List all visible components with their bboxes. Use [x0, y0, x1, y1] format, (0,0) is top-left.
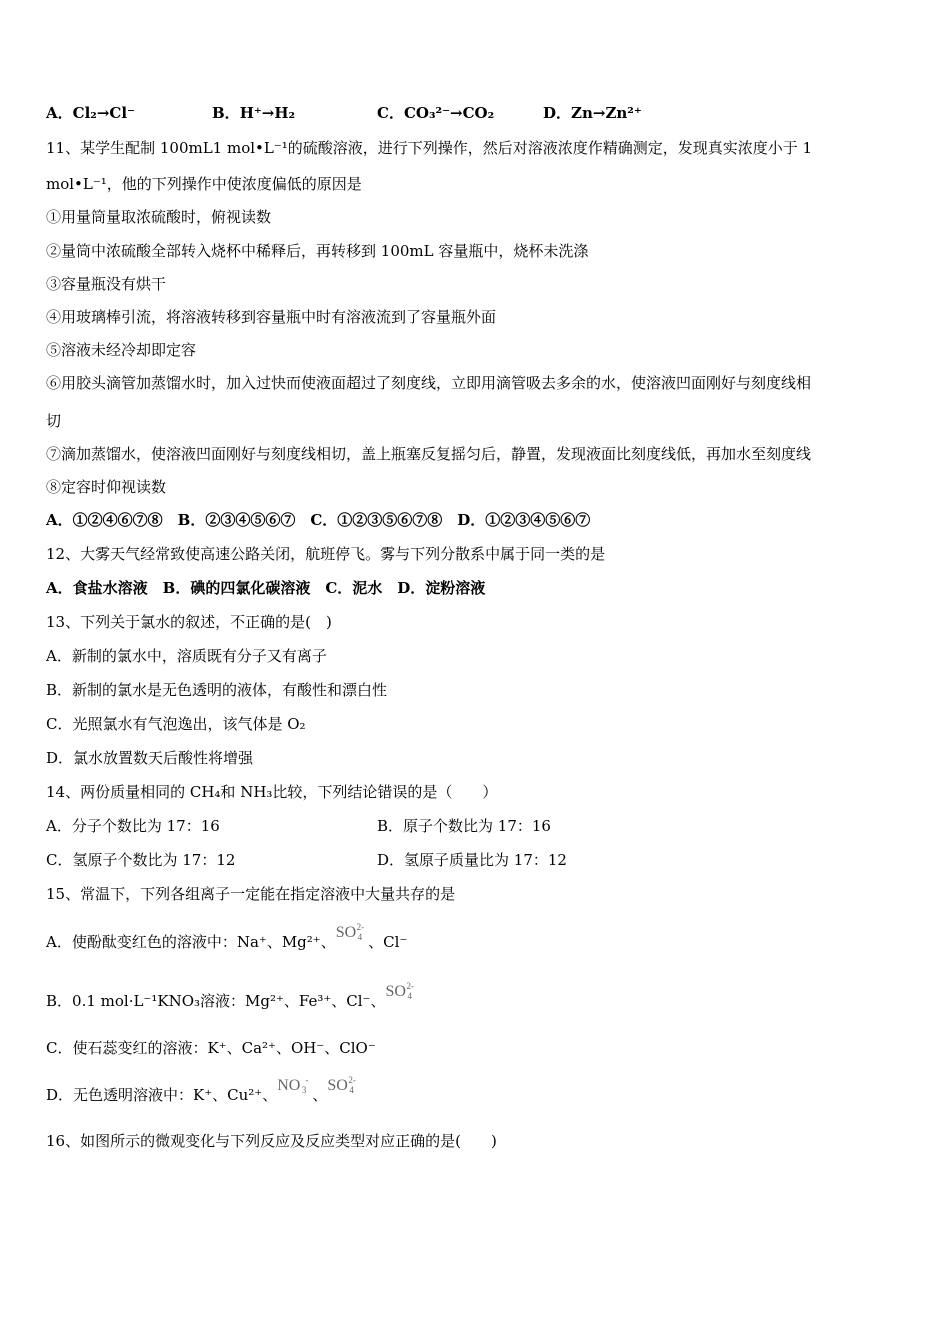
- q11-stem-line2: mol•L⁻¹，他的下列操作中使浓度偏低的原因是: [46, 175, 362, 193]
- q11-item-2: ②量筒中浓硫酸全部转入烧杯中稀释后，再转移到 100mL 容量瓶中，烧杯未洗涤: [46, 242, 589, 260]
- q11-item-7: ⑦滴加蒸馏水，使溶液凹面刚好与刻度线相切，盖上瓶塞反复摇匀后，静置，发现液面比刻度线低，再加水至刻度线: [46, 445, 812, 463]
- q10-option-a[interactable]: A．Cl₂→Cl⁻: [46, 104, 135, 122]
- q14-option-c[interactable]: C．氢原子个数比为 17：12: [46, 851, 236, 869]
- q13-option-b[interactable]: B．新制的氯水是无色透明的液体，有酸性和漂白性: [46, 681, 388, 699]
- q15-stem: 15、常温下，下列各组离子一定能在指定溶液中大量共存的是: [46, 885, 456, 903]
- q15-option-c[interactable]: C．使石蕊变红的溶液：K⁺、Ca²⁺、OH⁻、ClO⁻: [46, 1039, 376, 1057]
- q14-stem: 14、两份质量相同的 CH₄和 NH₃比较，下列结论错误的是（ ）: [46, 783, 498, 801]
- sulfate-ion: SO 2- 4: [327, 1075, 356, 1095]
- q10-option-b[interactable]: B．H⁺→H₂: [212, 104, 296, 122]
- q13-stem: 13、下列关于氯水的叙述，不正确的是( ): [46, 613, 332, 631]
- q10-option-d[interactable]: D．Zn→Zn²⁺: [543, 104, 642, 122]
- sulfate-ion: SO 2- 4: [385, 981, 414, 1001]
- q11-item-6-cont: 切: [46, 412, 62, 430]
- q14-option-b[interactable]: B．原子个数比为 17：16: [377, 817, 551, 835]
- q14-option-d[interactable]: D．氢原子质量比为 17：12: [377, 851, 567, 869]
- q15-option-b[interactable]: B．0.1 mol·L⁻¹KNO₃溶液：Mg²⁺、Fe³⁺、Cl⁻、SO 2- 4: [46, 981, 414, 1010]
- q11-item-4: ④用玻璃棒引流，将溶液转移到容量瓶中时有溶液流到了容量瓶外面: [46, 308, 497, 326]
- q15-option-a[interactable]: A．使酚酞变红色的溶液中：Na⁺、Mg²⁺、SO 2- 4 、Cl⁻: [46, 922, 408, 951]
- q13-option-a[interactable]: A．新制的氯水中，溶质既有分子又有离子: [46, 647, 327, 665]
- sulfate-ion: SO 2- 4: [335, 922, 365, 942]
- q10-option-c[interactable]: C．CO₃²⁻→CO₂: [377, 104, 495, 122]
- q16-stem: 16、如图所示的微观变化与下列反应及反应类型对应正确的是( ): [46, 1132, 497, 1150]
- q11-item-5: ⑤溶液未经冷却即定容: [46, 341, 197, 359]
- nitrate-ion: NO - 3: [277, 1075, 309, 1095]
- q13-option-c[interactable]: C．光照氯水有气泡逸出，该气体是 O₂: [46, 715, 306, 733]
- q15-option-d[interactable]: D．无色透明溶液中：K⁺、Cu²⁺、NO - 3 、SO 2- 4: [46, 1075, 356, 1104]
- q12-options[interactable]: A．食盐水溶液 B．碘的四氯化碳溶液 C．泥水 D．淀粉溶液: [46, 579, 486, 597]
- q11-item-3: ③容量瓶没有烘干: [46, 275, 167, 293]
- q11-item-8: ⑧定容时仰视读数: [46, 478, 167, 496]
- q14-option-a[interactable]: A．分子个数比为 17：16: [46, 817, 220, 835]
- q11-item-6: ⑥用胶头滴管加蒸馏水时，加入过快而使液面超过了刻度线，立即用滴管吸去多余的水，使溶液凹面刚好与刻度线相: [46, 374, 812, 392]
- q13-option-d[interactable]: D．氯水放置数天后酸性将增强: [46, 749, 254, 767]
- q11-options[interactable]: A．①②④⑥⑦⑧ B．②③④⑤⑥⑦ C．①②③⑤⑥⑦⑧ D．①②③④⑤⑥⑦: [46, 511, 591, 529]
- q12-stem: 12、大雾天气经常致使高速公路关闭，航班停飞。雾与下列分散系中属于同一类的是: [46, 545, 606, 563]
- q11-stem-line1: 11、某学生配制 100mL1 mol•L⁻¹的硫酸溶液，进行下列操作，然后对溶液浓度作精确测定，发现真实浓度小于 1: [46, 139, 813, 157]
- q11-item-1: ①用量筒量取浓硫酸时，俯视读数: [46, 208, 272, 226]
